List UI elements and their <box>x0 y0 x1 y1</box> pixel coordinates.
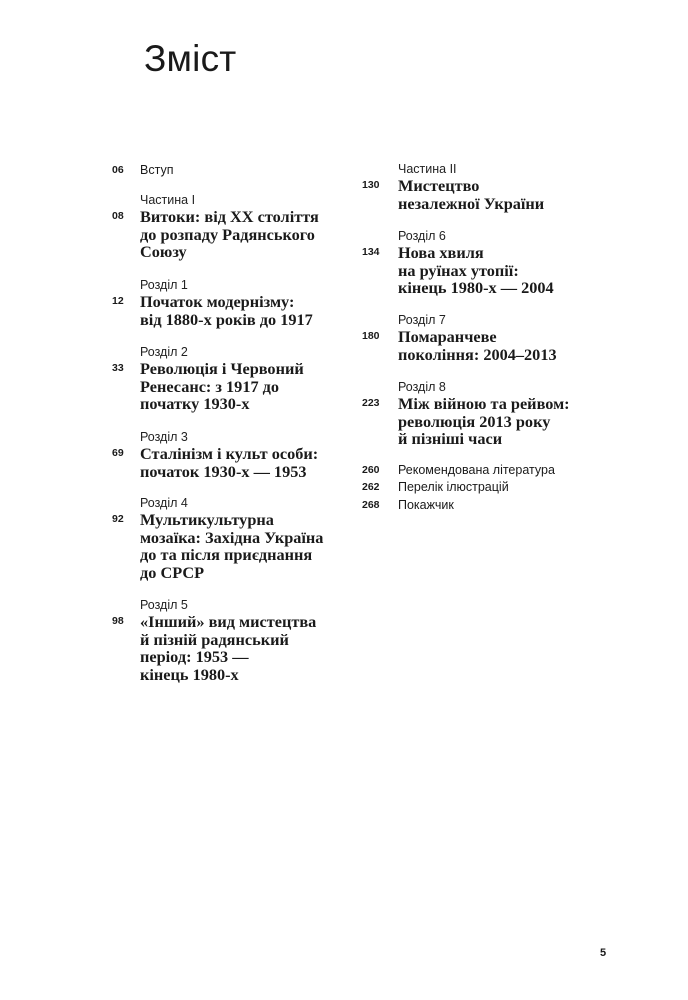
page-ref: 268 <box>362 499 380 511</box>
section-label: Розділ 5 <box>140 598 188 612</box>
page-ref: 12 <box>112 295 124 307</box>
page-ref: 92 <box>112 513 124 525</box>
entry-title <box>398 395 570 448</box>
page-ref: 260 <box>362 464 380 476</box>
entry-title: Вступ <box>140 163 174 177</box>
entry-title <box>140 208 319 261</box>
entry-title-line: початку 1930-х <box>140 394 250 414</box>
entry-title-line: й пізній радянський <box>140 629 289 649</box>
section-label: Розділ 6 <box>398 229 446 243</box>
entry-title-line: Сталінізм і культ особи: <box>140 444 319 463</box>
page-ref: 130 <box>362 179 380 191</box>
page-ref: 06 <box>112 164 124 176</box>
entry-title-line: до та після приєднання <box>140 545 313 565</box>
entry-title <box>140 360 304 413</box>
section-label: Розділ 3 <box>140 430 188 444</box>
entry-title-line: й пізніші часи <box>398 429 503 449</box>
section-label: Розділ 4 <box>140 496 188 510</box>
entry-title-line: до СРСР <box>140 562 205 582</box>
section-label: Розділ 7 <box>398 313 446 327</box>
entry-title-line: Початок модернізму: <box>140 292 295 311</box>
page-ref: 180 <box>362 330 380 342</box>
entry-title <box>140 511 323 581</box>
entry-title-line: Помаранчеве <box>398 327 497 346</box>
entry-title <box>398 177 544 212</box>
entry-title-line: Революція і Червоний <box>140 359 304 378</box>
section-label: Розділ 1 <box>140 278 188 292</box>
entry-title-line: Ренесанс: з 1917 до <box>140 376 280 396</box>
entry-title: Покажчик <box>398 498 454 512</box>
entry-title <box>398 328 557 363</box>
entry-title-line: кінець 1980-х <box>140 664 239 684</box>
entry-title: Рекомендована література <box>398 463 555 477</box>
entry-title-line: покоління: 2004–2013 <box>398 344 557 364</box>
section-label: Розділ 8 <box>398 380 446 394</box>
toc-entry[interactable] <box>362 229 554 297</box>
entry-title-line: революція 2013 року <box>398 411 551 431</box>
page-ref: 98 <box>112 615 124 627</box>
section-label: Частина I <box>140 193 196 207</box>
toc-entry[interactable] <box>362 462 555 478</box>
entry-title-line: Між війною та рейвом: <box>398 394 570 413</box>
toc-entry[interactable] <box>112 162 173 178</box>
entry-title-line: мозаїка: Західна Україна <box>140 527 324 547</box>
section-label: Частина II <box>398 162 457 176</box>
entry-title-line: Мультикультурна <box>140 510 274 529</box>
toc-entry[interactable] <box>362 479 509 495</box>
entry-title-line: незалежної України <box>398 193 545 213</box>
page-ref: 262 <box>362 481 380 493</box>
entry-title: Перелік ілюстрацій <box>398 480 509 494</box>
page-ref: 223 <box>362 397 380 409</box>
entry-title <box>398 244 554 297</box>
entry-title <box>140 293 313 328</box>
entry-title-line: Витоки: від XX століття <box>140 207 319 226</box>
entry-title-line: кінець 1980-х — 2004 <box>398 278 554 298</box>
page-ref: 134 <box>362 246 380 258</box>
page-ref: 08 <box>112 210 124 222</box>
page-number: 5 <box>600 947 607 959</box>
entry-title-line: до розпаду Радянського <box>140 224 315 244</box>
entry-title-line: на руїнах утопії: <box>398 260 519 280</box>
entry-title <box>140 613 316 683</box>
entry-title-line: початок 1930-х — 1953 <box>140 461 307 481</box>
toc-entry[interactable] <box>362 313 557 363</box>
page-ref: 69 <box>112 447 124 459</box>
toc-entry[interactable] <box>112 598 316 683</box>
toc-entry[interactable] <box>112 496 323 581</box>
entry-title <box>140 445 318 480</box>
page-title: Зміст <box>144 38 237 79</box>
entry-title-line: Мистецтво <box>398 176 480 195</box>
toc-entry[interactable] <box>112 193 319 261</box>
page-ref: 33 <box>112 362 124 374</box>
toc-entry[interactable] <box>112 430 318 480</box>
toc-entry[interactable] <box>362 162 544 212</box>
entry-title-line: Союзу <box>140 242 187 262</box>
entry-title-line: період: 1953 — <box>140 647 249 667</box>
toc-entry[interactable] <box>362 497 454 513</box>
toc-entry[interactable] <box>112 345 304 413</box>
toc-entry[interactable] <box>362 380 570 448</box>
entry-title-line: Нова хвиля <box>398 243 484 262</box>
section-label: Розділ 2 <box>140 345 188 359</box>
toc-entry[interactable] <box>112 278 313 328</box>
entry-title-line: «Інший» вид мистецтва <box>140 612 317 631</box>
entry-title-line: від 1880-х років до 1917 <box>140 309 313 329</box>
